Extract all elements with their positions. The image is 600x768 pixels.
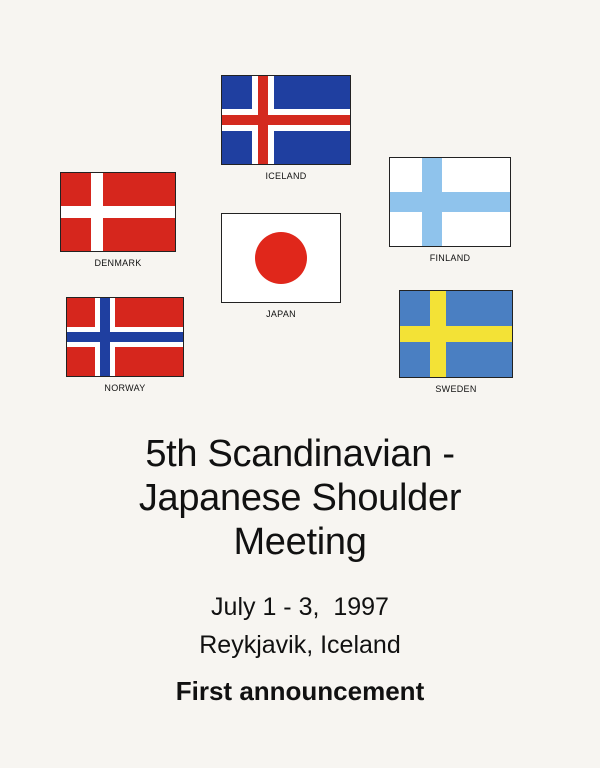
flag-label-sweden: SWEDEN [435, 384, 477, 394]
title-line-2: Japanese Shoulder [138, 477, 462, 519]
norway-flag-icon [66, 297, 184, 377]
iceland-flag-icon [221, 75, 351, 165]
flag-denmark [60, 172, 176, 268]
flag-finland [389, 157, 511, 263]
flag-japan [221, 213, 341, 319]
japan-flag-icon [221, 213, 341, 303]
event-location: Reykjavik, Iceland [199, 631, 401, 659]
title-line-3: Meeting [233, 521, 367, 563]
flag-label-norway: NORWAY [104, 383, 146, 393]
flag-norway [66, 297, 184, 393]
first-announcement-heading: First announcement [175, 676, 425, 706]
flag-label-denmark: DENMARK [94, 258, 142, 268]
flag-label-iceland: ICELAND [265, 171, 307, 181]
flag-iceland [221, 75, 351, 181]
finland-flag-icon [389, 157, 511, 247]
event-dates: July 1 - 3, 1997 [211, 593, 389, 621]
sweden-flag-icon [399, 290, 513, 378]
flag-label-finland: FINLAND [429, 253, 471, 263]
title-line-1: 5th Scandinavian - [145, 433, 455, 475]
flag-label-japan: JAPAN [266, 309, 296, 319]
denmark-flag-icon [60, 172, 176, 252]
event-details [0, 588, 600, 664]
meeting-title [0, 432, 600, 564]
flag-sweden [399, 290, 513, 394]
